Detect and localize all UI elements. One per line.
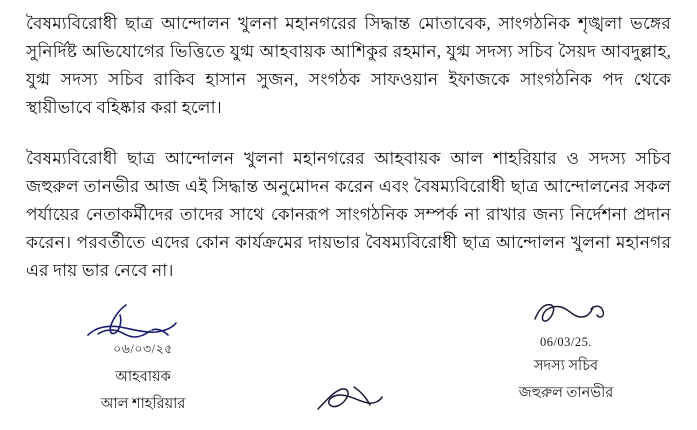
signature-date-right: 06/03/25. <box>539 334 593 349</box>
signature-title-left: আহবায়ক <box>115 368 171 385</box>
paragraph-1: বৈষম্যবিরোধী ছাত্র আন্দোলন খুলনা মহানগরের সিদ্ধান্ত মোতাবেক, সাংগঠনিক শৃঙ্খলা ভঙ্গের সুনির্দিষ্ট অভিযোগের ভিত্তিতে যুগ্ম আহবায়ক আশিকুর রহমান, যুগ্ম সদস্য সচিব সৈয়দ আবদুল্লাহ, যুগ্ম সদস্য সচিব রাকিব হাসান সুজন, সংগঠক সাফওয়ান ইফাজকে সাংগঠনিক পদ থেকে স্থায়ীভাবে বহিষ্কার করা হলো। <box>26 14 671 117</box>
handwritten-signature-icon <box>48 301 238 345</box>
signature-name-left: আল শাহরিয়ার <box>100 395 186 412</box>
signature-title-right: সদস্য সচিব <box>533 357 599 374</box>
paragraph-2: বৈষম্যবিরোধী ছাত্র আন্দোলন খুলনা মহানগরের আহবায়ক আল শাহরিয়ার ও সদস্য সচিব জহুরুল তানভীর আজ এই সিদ্ধান্ত অনুমোদন করেন এবং বৈষম্যবিরোধী ছাত্র আন্দোলনের সকল পর্যায়ের নেতাকর্মীদের তাদের সাথে কোনরূপ সাংগঠনিক সম্পর্ক না রাখার জন্য নির্দেশনা প্রদান করেন। পরবর্তীতে এদের কোন কার্যক্রমের দায়ভার বৈষম্যবিরোধী ছাত্র আন্দোলন খুলনা মহানগর এর দায় ভার নেবে না। <box>26 149 671 280</box>
signature-area <box>26 295 671 415</box>
signature-date-left: ০৬/০৩/২৫ <box>113 341 173 356</box>
signature-block-right <box>471 295 661 404</box>
handwritten-signature-icon <box>471 295 661 339</box>
signature-block-left <box>48 301 238 415</box>
handwritten-signature-bottom-icon <box>269 383 429 417</box>
signature-name-right: জহুরুল তানভীর <box>518 384 614 401</box>
